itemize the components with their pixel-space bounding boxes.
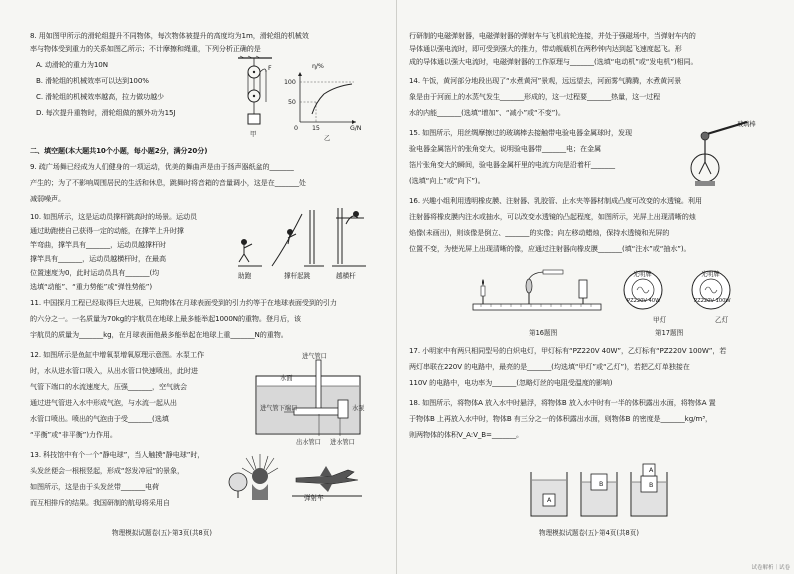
q17-line-1: 17. 小明家中有两只相同型号的白炽电灯，甲灯标有“PZ220V 40W”，乙灯标有“PZ220V 100W”，若 [409,346,727,355]
q14-line-1: 14. 午饭，黄河部分地段出现了“水煮黄河”景观，远远望去，河面雾气腾腾，水煮黄河景 [409,76,682,85]
section-2-heading: 二、填空题(本大题共10个小题，每小题2分，满分20分) [30,146,208,155]
q8-graph-y100: 100 [284,79,296,86]
q12-inlet-label: 进水管口 [330,439,355,446]
q13-static-ball-figure [226,452,278,500]
right-page [397,0,794,574]
q15-glass-rod-label: 玻璃棒 [737,121,756,128]
q13-cont-line-3: 成的导体通以强大电流时，电磁弹射器的工作原理与_______(选填“电动机”或“发电机”)相同。 [409,57,698,66]
left-page-footer: 物理模拟试题卷(五)·第3页(共8页) [112,529,212,537]
q18-block-b-1: B [599,481,604,488]
q8-line-2: 率与物体受到重力的关系如图乙所示；不计摩擦和绳重，下列分析正确的是 [30,44,261,53]
q10-fig-caption-takeoff: 撑杆起跳 [284,272,311,280]
q8-graph-x-unit: G/N [350,125,362,132]
q18-block-a-1: A [547,497,552,504]
lamp-yi-name: 乙灯 [715,316,729,324]
q17-line-3: 110V 的电路中，电功率为_______(忽略灯丝的电阻受温度的影响) [409,378,613,387]
q12-outlet-label: 出水管口 [296,439,321,446]
q13-line-3: 如图所示，这是由于头发丝带_______电荷 [30,482,160,491]
lamp-jia-rating: PZ220V 40W [627,298,661,304]
q13-cont-line-2: 导体通以强电流时，即可受到强大的推力，带动舰载机在两秒钟内达到起飞速度起飞。形 [409,44,682,53]
q15-line-2: 验电器金属箔片的张角变大，说明验电器带_______电；在金属 [409,144,601,153]
q12-line-4: 通过进气管进入水中形成气泡，与水流一起从出 [30,398,177,407]
q9-line-2: 产生的；为了不影响周围居民的生活和休息，跳舞时将音箱的音量调小，这是在_______处 [30,178,306,187]
q8-efficiency-graph [294,72,356,124]
lamp-yi-rating: PZ220V 100W [694,298,731,304]
q10-line-6: 选填“动能”、“重力势能”或“弹性势能”) [30,282,153,291]
q15-line-4: (选填“向上”或“向下”)。 [409,176,485,185]
q8-fig-jia-label: 甲 [250,131,257,138]
q11-line-2: 的六分之一。一名质量为70kg的宇航员在地球上最多能举起1000N的重物。登月后，该 [30,314,301,323]
q10-line-4: 撑竿具有_______，运动员越横杆时，在最高 [30,254,167,263]
q9-line-3: 减弱噪声。 [30,194,65,203]
q18-line-3: 则两物体的体积V_A:V_B=_______。 [409,430,524,439]
q12-air-inlet-label: 进气管口 [302,353,327,360]
fig-17-caption: 第17题图 [655,329,684,337]
q16-line-4: 位置不变，为使光屏上出现清晰的像，应通过注射器向橡皮膜_______(填“注水”或“抽水”)。 [409,244,691,253]
q8-line-1: 8. 用如图甲所示的滑轮组提升不同物体，每次物体被提升的高度均为1m，滑轮组的机械效 [30,31,309,40]
q10-fig-caption-over-bar: 越横杆 [336,272,356,280]
q8-force-label: F [268,65,272,72]
q8-graph-x0: 0 [294,125,298,132]
q18-block-b-2: B [649,482,654,489]
lamp-jia-name: 甲灯 [653,316,667,324]
q13-line-4: 而互相排斥的结果。我国研制的航母将采用自 [30,498,170,507]
lamp-yi-brand: 光明牌 [701,271,720,278]
q13-cont-line-1: 行研制的电磁弹射器，电磁弹射器的弹射车与飞机前轮连接，并处于强磁场中，当弹射车内的 [409,31,696,40]
q8-graph-x15: 15 [312,125,320,132]
q12-line-6: “平衡”或“非平衡”)力作用。 [30,430,117,439]
q16-line-1: 16. 兴趣小组利用透明橡皮膜、注射器、乳胶管、止水夹等器材制成凸度可改变的水透镜。利用 [409,196,702,205]
q16-line-3: 焰像(未画出)，则该像是倒立、_______的实像；向左移动蜡烛，保持水透镜和光屏的 [409,228,670,237]
q14-line-3: 水的内能_______(选填“增加”、“减小”或“不变”)。 [409,108,565,117]
q11-line-3: 宇航员的质量为_______kg，在月球表面他最多能举起在地球上重_______N的重物。 [30,330,288,339]
fig-16-caption: 第16题图 [529,329,558,337]
q9-line-1: 9. 疏广场舞已经成为人们健身的一项运动，优美的舞曲声是由于扬声器纸盆的_______ [30,162,294,171]
q8-option-b: B. 滑轮组的机械效率可以达到100% [36,76,149,85]
q12-pump-label: 水泵 [352,405,365,412]
q10-line-5: 位置速度为0，此时运动员具有_______(均 [30,268,160,277]
q13-catapult-jet-figure [292,462,362,500]
q18-block-a-2: A [649,467,654,474]
q13-line-1: 13. 科技馆中有个一个“静电球”，当人触摸“静电球”时， [30,450,205,459]
q10-pole-vault-figure [232,204,368,268]
q8-graph-y50: 50 [288,99,296,106]
q13-line-2: 头发丝便会一根根竖起，形成“怒发冲冠”的景象， [30,466,185,475]
q8-fig-yi-label: 乙 [324,135,331,142]
q15-line-3: 箔片张角变大的瞬间，验电器金属杆里的电流方向是沿着杆_______ [409,160,615,169]
q8-graph-y-label: η/% [312,63,324,70]
q18-line-1: 18. 如图所示，将物体A 放入水中时悬浮，将物体B 放入水中时有一半的体积露出水面，将物体A 置 [409,398,716,407]
q10-line-3: 竿弯曲，撑竿具有_______，运动员越撑杆时 [30,240,167,249]
q10-fig-caption-run: 助跑 [238,272,252,280]
q8-option-c: C. 滑轮组的机械效率越高，拉力做功越少 [36,92,165,101]
watermark: 试卷解析｜试卷 [751,565,790,571]
q13-catapult-label: 弹射车 [304,494,324,502]
q12-line-1: 12. 如图所示是鱼缸中增氧泵增氧原理示意图。水泵工作 [30,350,204,359]
q18-line-2: 于物体B 上再放入水中时，物体B 有三分之一的体积露出水面，则物体B 的密度是_______kg/m³， [409,414,712,423]
q12-line-5: 水管口喷出。喷出的气泡由于受_______(选填 [30,414,169,423]
q12-pipe-end-label: 进气管下端口 [260,405,298,412]
q8-option-a: A. 动滑轮的重力为10N [36,60,108,69]
q10-line-2: 通过助跑使自己获得一定的动能，在撑竿上升时撑 [30,226,184,235]
q12-line-3: 气管下端口的水流速度大，压强_______，空气就会 [30,382,188,391]
q8-option-d: D. 每次提升重物时，滑轮组做的额外功为15J [36,108,176,117]
q15-line-1: 15. 如图所示，用丝绸摩擦过的玻璃棒去接触带电验电器金属球时，发现 [409,128,632,137]
lamp-jia-brand: 光明牌 [633,271,652,278]
q16-water-lens-bench-figure [471,268,603,320]
q16-line-2: 注射器将橡皮膜内注水或抽水，可以改变水透镜的凸起程度，如图所示，光屏上出现清晰的烛 [409,212,696,221]
q11-line-1: 11. 中国探月工程已经取得巨大进展，已知物体在月球表面受到的引力约等于在地球表面受到的引力 [30,298,337,307]
q17-line-2: 两灯串联在220V 的电路中，最亮的是_______(均选填“甲灯”或“乙灯”)，若把乙灯单独接在 [409,362,690,371]
q14-line-2: 象是由于河面上的水蒸气发生_______形成的，这一过程要_______热量，这一过程 [409,92,661,101]
right-page-footer: 物理模拟试题卷(五)·第4页(共8页) [539,529,639,537]
q12-aquarium-figure [254,356,364,444]
q10-line-1: 10. 如图所示，这是运动员撑杆跳高时的场景。运动员 [30,212,197,221]
q12-water-surface-label: 水面 [280,375,293,382]
q12-line-2: 时，水从进水管口吸入，从出水管口快速喷出，此时进 [30,366,198,375]
